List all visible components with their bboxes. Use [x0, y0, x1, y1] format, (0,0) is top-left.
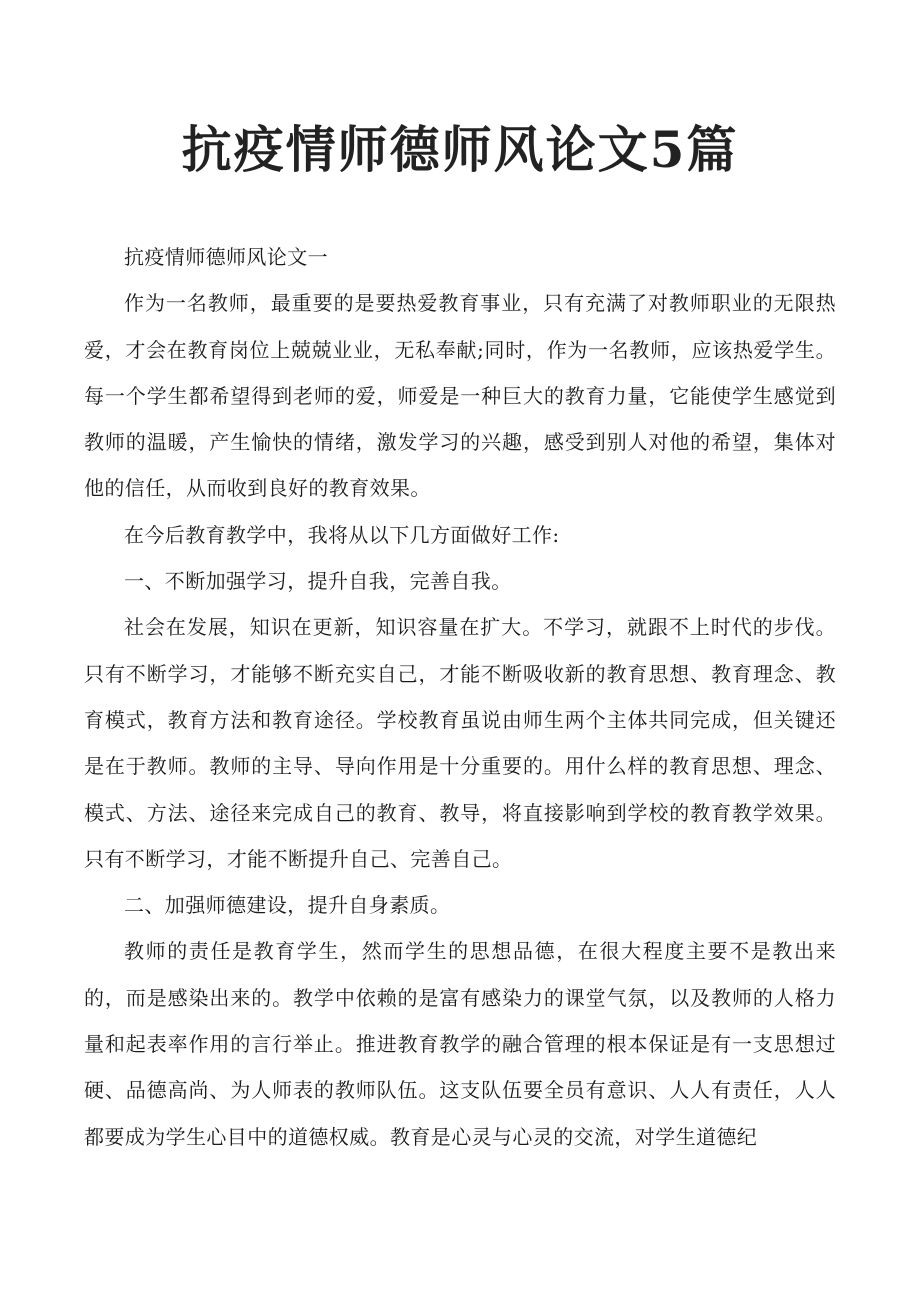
section-heading: 抗疫情师德师风论文一: [124, 245, 328, 269]
paragraph: 在今后教育教学中，我将从以下几方面做好工作:: [124, 522, 560, 547]
paragraph: 社会在发展，知识在更新，知识容量在扩大。不学习，就跟不上时代的步伐。只有不断学习，才能够不断充实自己，才能不断吸收新的教育思想、教育理念、教育模式，教育方法和教育途径。学校教育虽说由师生两个主体共同完成，但关键还是在于教师。教师的主导、导向作用是十分重要的。用什么样的教育思想、理念、模式、方法、途径来完成自己的教育、教导，将直接影响到学校的教育教学效果。只有不断学习，才能不断提升自己、完善自己。: [84, 615, 836, 871]
document-body: [84, 234, 836, 1160]
list-heading: 一、不断加强学习，提升自我，完善自我。: [124, 569, 512, 594]
paragraph: 教师的责任是教育学生，然而学生的思想品德，在很大程度主要不是教出来的，而是感染出来的。教学中依赖的是富有感染力的课堂气氛，以及教师的人格力量和起表率作用的言行举止。推进教育教学的融合管理的根本保证是有一支思想过硬、品德高尚、为人师表的教师队伍。这支队伍要全员有意识、人人有责任，人人都要成为学生心目中的道德权威。教育是心灵与心灵的交流，对学生道德纪: [84, 939, 836, 1149]
document-title: 抗疫情师德师风论文5篇: [181, 120, 739, 179]
paragraph: 作为一名教师，最重要的是要热爱教育事业，只有充满了对教师职业的无限热爱，才会在教育岗位上兢兢业业，无私奉献;同时，作为一名教师，应该热爱学生。每一个学生都希望得到老师的爱，师爱是一种巨大的教育力量，它能使学生感觉到教师的温暖，产生愉快的情绪，激发学习的兴趣，感受到别人对他的希望，集体对他的信任，从而收到良好的教育效果。: [84, 291, 836, 501]
list-heading: 二、加强师德建设，提升自身素质。: [124, 893, 451, 918]
